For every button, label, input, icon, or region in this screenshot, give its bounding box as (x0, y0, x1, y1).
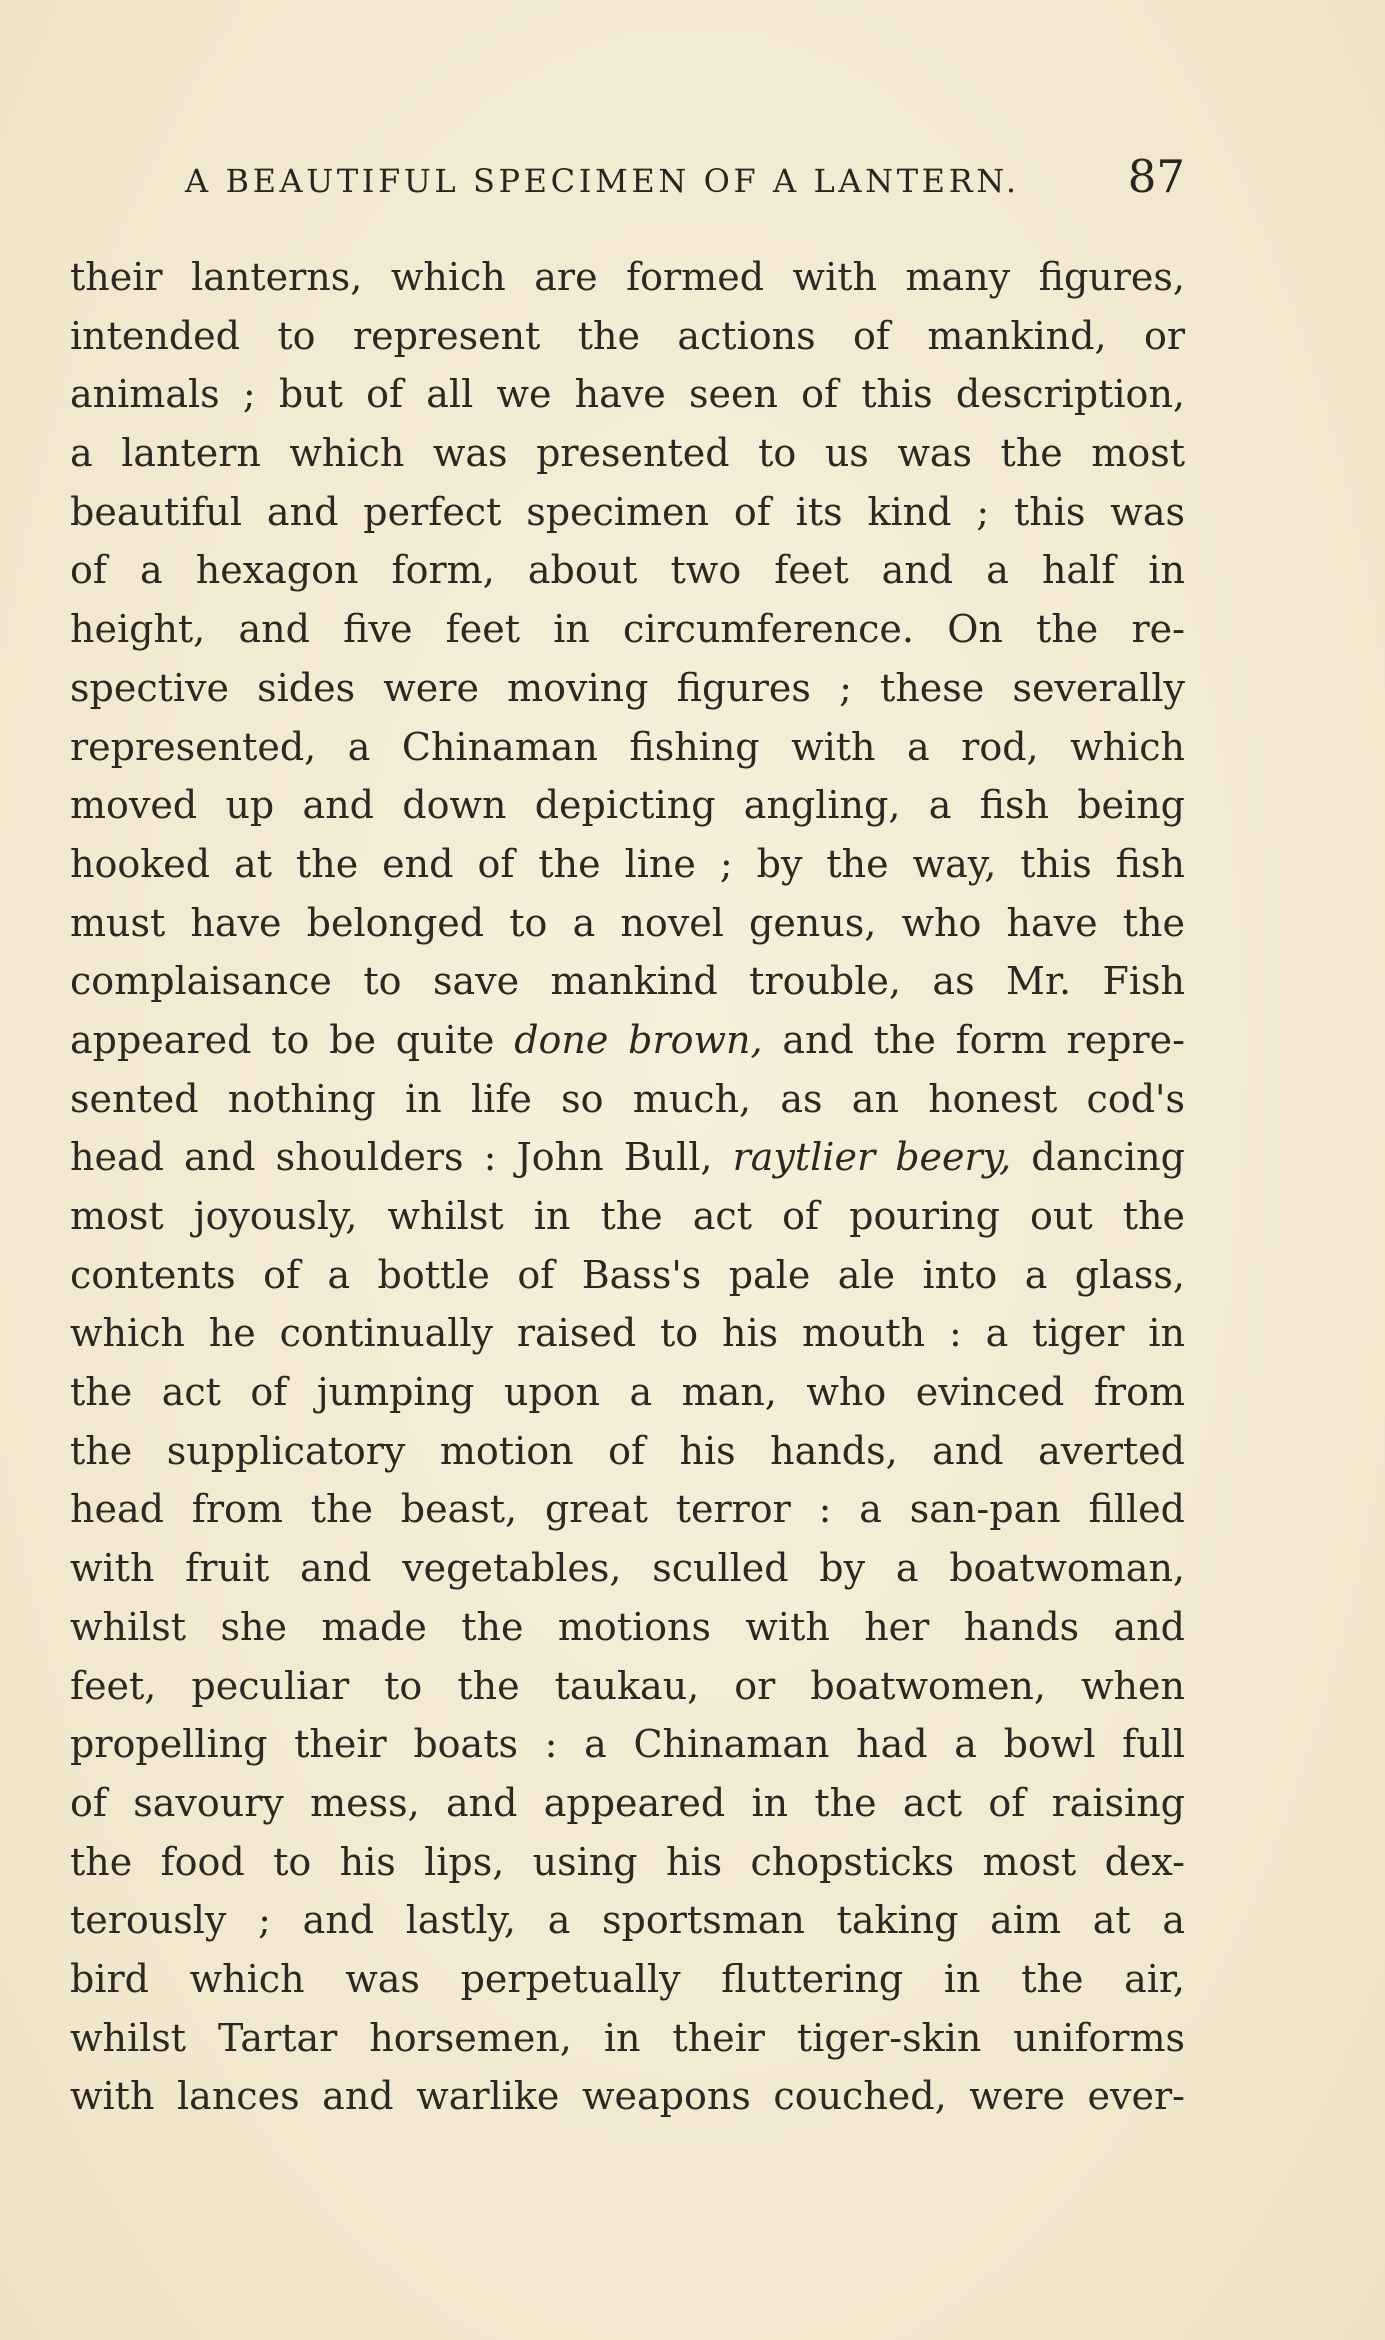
text-line: with lances and warlike weapons couched, were ever- (70, 2074, 1185, 2119)
text-line: bird which was perpetually fluttering in the air, (70, 1956, 1185, 2001)
text-line: a lantern which was presented to us was the most (70, 431, 1185, 476)
text-line: their lanterns, which are formed with many figures, (70, 255, 1185, 299)
text-line: which he continually raised to his mouth : a tiger in (70, 1311, 1185, 1356)
text-line: the supplicatory motion of his hands, and averted (70, 1428, 1185, 1473)
text-line: height, and five feet in circumference. On the re- (70, 607, 1185, 652)
text-line (70, 1011, 1185, 1070)
text-line: propelling their boats : a Chinaman had a bowl full (70, 1722, 1185, 1767)
text-line: contents of a bottle of Bass's pale ale into a glass, (70, 1252, 1185, 1297)
text-segment: dancing (1011, 1135, 1185, 1180)
text-line: the food to his lips, using his chopsticks most dex- (70, 1839, 1185, 1884)
text-line (70, 1128, 1185, 1187)
text-line: must have belonged to a novel genus, who have the (70, 900, 1185, 945)
text-line: animals ; but of all we have seen of this description, (70, 372, 1185, 417)
text-line: complaisance to save mankind trouble, as Mr. Fish (70, 959, 1185, 1004)
text-line: whilst she made the motions with her hands and (70, 1604, 1185, 1649)
text-line: most joyously, whilst in the act of pouring out the (70, 1194, 1185, 1238)
text-line: hooked at the end of the line ; by the way, this fish (70, 841, 1185, 886)
italic-phrase: raytlier beery, (732, 1135, 1012, 1180)
text-line: head from the beast, great terror : a san-pan filled (70, 1487, 1185, 1532)
body-text (70, 248, 1185, 2126)
text-line: beautiful and perfect specimen of its kind ; this was (70, 489, 1185, 534)
text-line: whilst Tartar horsemen, in their tiger-skin uniforms (70, 2015, 1185, 2060)
text-line: intended to represent the actions of mankind, or (70, 313, 1185, 358)
running-title: A BEAUTIFUL SPECIMEN OF A LANTERN. (185, 162, 1020, 200)
text-line: sented nothing in life so much, as an honest cod's (70, 1076, 1185, 1121)
text-line: spective sides were moving figures ; these severally (70, 665, 1185, 710)
page-number: 87 (1127, 150, 1185, 203)
text-segment: appeared to be quite (70, 1017, 515, 1062)
text-line: terously ; and lastly, a sportsman taking aim at a (70, 1898, 1185, 1943)
running-head (70, 148, 1185, 208)
text-line: moved up and down depicting angling, a fish being (70, 783, 1185, 828)
italic-phrase: done brown, (514, 1017, 763, 1062)
text-line: feet, peculiar to the taukau, or boatwomen, when (70, 1663, 1185, 1708)
text-segment: and the form repre- (762, 1017, 1185, 1062)
text-line: of savoury mess, and appeared in the act of raising (70, 1780, 1185, 1825)
text-segment: head and shoulders : John Bull, (70, 1135, 733, 1180)
text-line: with fruit and vegetables, sculled by a boatwoman, (70, 1546, 1185, 1591)
text-line: of a hexagon form, about two feet and a half in (70, 548, 1185, 593)
text-line: the act of jumping upon a man, who evinced from (70, 1370, 1185, 1415)
text-line: represented, a Chinaman fishing with a rod, which (70, 724, 1185, 769)
